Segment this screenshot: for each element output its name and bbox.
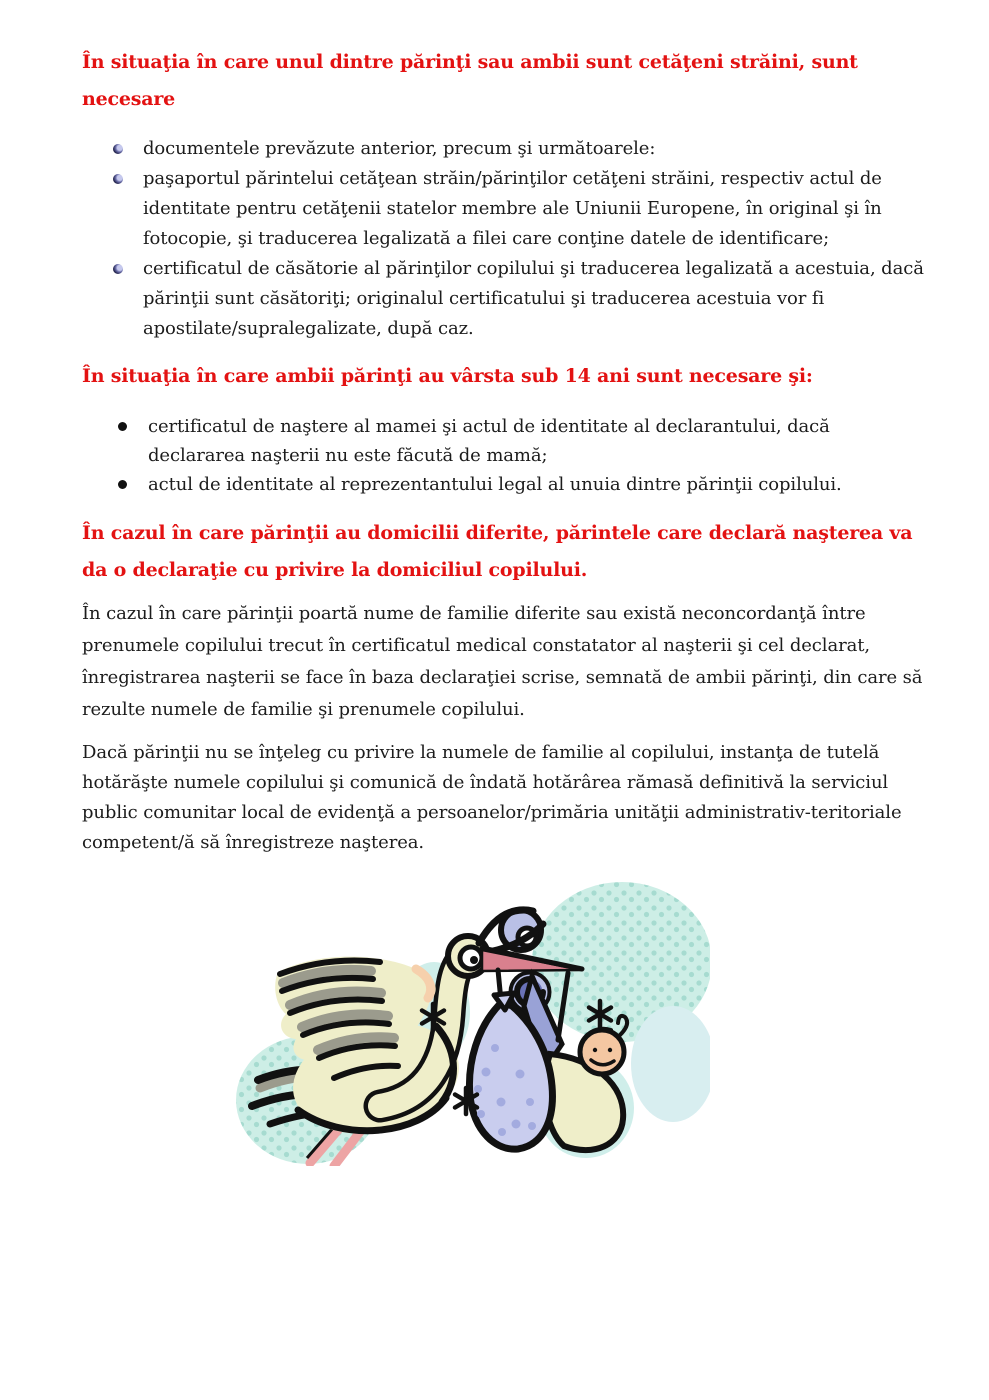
list-item-text: certificatul de naştere al mamei şi actul de identitate al declarantului, dacă declararea naşterii nu este făcută de mamă; [148, 416, 830, 466]
sphere-bullet-icon [113, 174, 123, 184]
stork-illustration [230, 874, 710, 1166]
dot-bullet-icon [118, 422, 127, 431]
paragraph-different-family-names: În cazul în care părinţii poartă nume de familie diferite sau există neconcordanţă între prenumele copilului trecut în certificatul medical constatator al naşterii şi cel declarat, înregistrarea naşterii se face în baza declaraţiei scrise, semnată de ambii părinţi, din care să rezulte numele de familie şi prenumele copilului. [82, 603, 923, 720]
list-item-text: certificatul de căsătorie al părinţilor copilului şi traducerea legalizată a acestuia, dacă părinţii sunt căsătoriţi; originalul certificatului şi traducerea acestuia vor fi apostilate/supralegalizate, după caz. [143, 258, 924, 339]
dot-bullet-icon [118, 480, 127, 489]
list-item [82, 470, 930, 499]
list-item-text: paşaportul părintelui cetăţean străin/părinţilor cetăţeni străini, respectiv actul de identitate pentru cetăţenii statelor membre ale Uniunii Europene, în original şi în fotocopie, şi traducerea legalizată a filei care conţine datele de identificare; [143, 168, 882, 249]
paragraph-court-decides-name: Dacă părinţii nu se înţeleg cu privire la numele de familie al copilului, instanţa de tutelă hotărăşte numele copilului şi comunică de îndată hotărârea rămasă definitivă la serviciul public comunitar local de evidenţă a persoanelor/primăria unităţii administrativ-teritoriale competent/ă să înregistreze naşterea. [82, 742, 902, 853]
list-item-text: actul de identitate al reprezentantului legal al unuia dintre părinţii copilului. [148, 474, 842, 495]
heading-parents-under-14: În situaţia în care ambii părinţi au vârsta sub 14 ani sunt necesare şi: [82, 365, 813, 387]
sphere-bullet-icon [113, 264, 123, 274]
list-under-14-documents [82, 412, 930, 499]
heading-foreign-citizens: În situaţia în care unul dintre părinţi sau ambii sunt cetăţeni străini, sunt necesare [82, 51, 858, 110]
list-foreign-citizens-documents [82, 134, 930, 344]
stork-carrying-baby-clipart [230, 874, 710, 1166]
sphere-bullet-icon [113, 144, 123, 154]
list-item [82, 134, 930, 164]
list-item [82, 164, 930, 254]
list-item [82, 412, 930, 470]
list-item [82, 254, 930, 344]
list-item-text: documentele prevăzute anterior, precum şi următoarele: [143, 138, 656, 159]
heading-different-domiciles: În cazul în care părinţii au domicilii diferite, părintele care declară naşterea va da o declaraţie cu privire la domiciliul copilului. [82, 522, 913, 581]
